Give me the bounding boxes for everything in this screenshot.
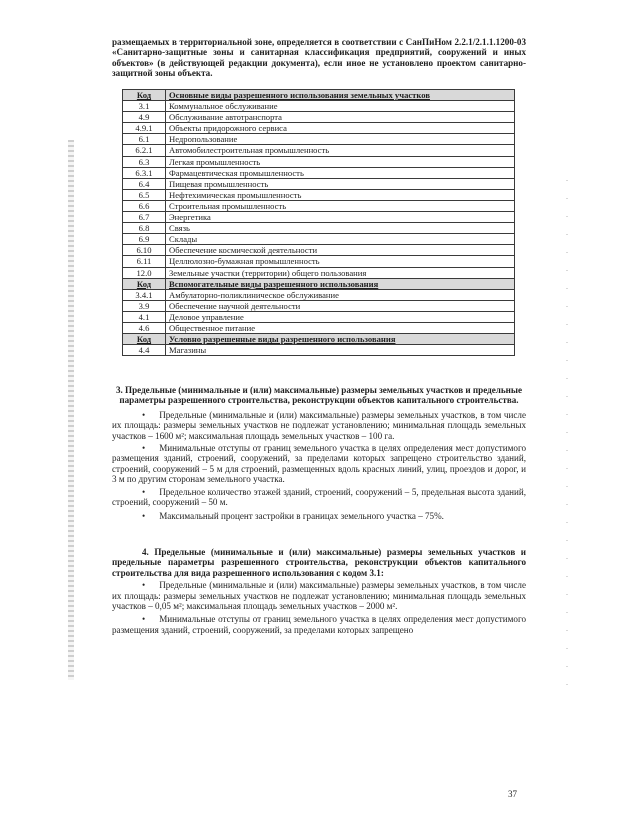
- land-use-name: Амбулаторно-поликлиническое обслуживание: [166, 289, 515, 300]
- land-use-name: Фармацевтическая промышленность: [166, 167, 515, 178]
- land-use-code: 6.9: [123, 234, 166, 245]
- land-use-name: Общественное питание: [166, 322, 515, 333]
- scan-edge-artifact: [566, 180, 568, 700]
- land-use-code: 6.4: [123, 178, 166, 189]
- table-row: [123, 322, 515, 333]
- land-use-code: 6.1: [123, 134, 166, 145]
- land-use-name: Пищевая промышленность: [166, 178, 515, 189]
- table-row: [123, 256, 515, 267]
- table-row: [123, 167, 515, 178]
- bullet-icon: •: [142, 409, 146, 420]
- land-use-code: 6.5: [123, 189, 166, 200]
- bullet-paragraph: • Предельное количество этажей зданий, строений, сооружений – 5, предельная высота зданий, строений, сооружений – 50 м.: [112, 486, 526, 508]
- bullet-icon: •: [142, 614, 146, 625]
- table-row: [123, 101, 515, 112]
- table-row: [123, 189, 515, 200]
- land-use-code: 6.3: [123, 156, 166, 167]
- land-use-code: 6.11: [123, 256, 166, 267]
- bullet-icon: •: [142, 443, 146, 454]
- land-use-name: Объекты придорожного сервиса: [166, 123, 515, 134]
- land-use-code: 6.3.1: [123, 167, 166, 178]
- land-use-code: 6.2.1: [123, 145, 166, 156]
- land-use-name: Целлюлозно-бумажная промышленность: [166, 256, 515, 267]
- land-use-name: Строительная промышленность: [166, 200, 515, 211]
- table-row: [123, 112, 515, 123]
- land-use-code: 3.4.1: [123, 289, 166, 300]
- intro-paragraph: размещаемых в территориальной зоне, определяется в соответствии с СанПиНом 2.2.1/2.1.1.1200-03 «Санитарно-защитные зоны и санитарная классификация предприятий, сооружений и иных объектов» (в действующей редакции документа), если иное не установлено проектом санитарно-защитной зоны объекта.: [112, 37, 526, 79]
- land-use-name: Нефтехимическая промышленность: [166, 189, 515, 200]
- land-use-name: Связь: [166, 223, 515, 234]
- land-use-name: Коммунальное обслуживание: [166, 101, 515, 112]
- section-4-heading: 4. Предельные (минимальные и (или) максимальные) размеры земельных участков и предельные параметры разрешенного строительства, реконструкции объектов капитального строительства для вида разрешенного использования с кодом 3.1:: [112, 547, 526, 578]
- land-use-code: 6.7: [123, 212, 166, 223]
- column-header-code: Код: [123, 90, 166, 101]
- land-use-code: 12.0: [123, 267, 166, 278]
- table-row: [123, 212, 515, 223]
- land-use-name: Склады: [166, 234, 515, 245]
- land-use-code: 4.6: [123, 322, 166, 333]
- land-use-name: Легкая промышленность: [166, 156, 515, 167]
- land-use-code: 6.10: [123, 245, 166, 256]
- land-use-code: 3.1: [123, 101, 166, 112]
- scan-edge-artifact: [68, 140, 74, 680]
- land-use-name: Недропользование: [166, 134, 515, 145]
- table-row: [123, 267, 515, 278]
- column-header-code: Код: [123, 334, 166, 345]
- table-row: [123, 134, 515, 145]
- table-row: [123, 234, 515, 245]
- bullet-paragraph: • Минимальные отступы от границ земельного участка в целях определения мест допустимого размещения зданий, строений, сооружений, за пределами которых запрещено: [112, 614, 526, 635]
- bullet-icon: •: [142, 511, 146, 522]
- section-3-heading: 3. Предельные (минимальные и (или) максимальные) размеры земельных участков и предельные параметры разрешенного строительства, реконструкции объектов капитального строительства.: [115, 385, 523, 406]
- column-header-title: Основные виды разрешенного использования земельных участков: [166, 90, 515, 101]
- land-use-name: Обеспечение космической деятельности: [166, 245, 515, 256]
- table-row: [123, 289, 515, 300]
- land-use-name: Обслуживание автотранспорта: [166, 112, 515, 123]
- land-use-name: Земельные участки (территории) общего пользования: [166, 267, 515, 278]
- section-3: [112, 385, 526, 522]
- land-use-code: 3.9: [123, 300, 166, 311]
- table-row: [123, 123, 515, 134]
- land-use-code: 4.1: [123, 311, 166, 322]
- bullet-paragraph: • Минимальные отступы от границ земельного участка в целях определения мест допустимого размещения зданий, строений, сооружений, за пределами которых запрещено строительство зданий, строений, сооружений – 5 м для строений, размещенных вдоль красных линий, улиц, проездов и дорог, и 3 м по другим сторонам земельного участка.: [112, 443, 526, 485]
- section-4: [112, 547, 526, 635]
- table-row: [123, 156, 515, 167]
- table-row: [123, 145, 515, 156]
- land-use-name: Автомобилестроительная промышленность: [166, 145, 515, 156]
- bullet-paragraph: • Максимальный процент застройки в границах земельного участка – 75%.: [142, 511, 444, 522]
- table-row: [123, 178, 515, 189]
- page-number: 37: [508, 789, 517, 799]
- land-use-code: 4.4: [123, 345, 166, 356]
- land-use-name: Деловое управление: [166, 311, 515, 322]
- column-header-title: Условно разрешенные виды разрешенного использования: [166, 334, 515, 345]
- table-row: [123, 245, 515, 256]
- land-use-name: Обеспечение научной деятельности: [166, 300, 515, 311]
- bullet-icon: •: [142, 580, 146, 591]
- column-header-title: Вспомогательные виды разрешенного использования: [166, 278, 515, 289]
- land-use-table: [122, 89, 515, 356]
- table-section-header: [123, 90, 515, 101]
- bullet-paragraph: • Предельные (минимальные и (или) максимальные) размеры земельных участков, в том числе их площадь: размеры земельных участков не подлежат установлению; минимальная площадь земельных участков – 1600 м²; максимальная площадь земельных участков – 100 га.: [112, 409, 526, 441]
- table-row: [123, 200, 515, 211]
- table-row: [123, 345, 515, 356]
- land-use-code: 6.8: [123, 223, 166, 234]
- bullet-icon: •: [142, 486, 146, 497]
- table-section-header: [123, 278, 515, 289]
- table-row: [123, 223, 515, 234]
- bullet-paragraph: • Предельные (минимальные и (или) максимальные) размеры земельных участков, в том числе их площадь: размеры земельных участков не подлежат установлению; минимальная площадь земельных участков – 0,05 м²; максимальная площадь земельных участков – 2000 м².: [112, 580, 526, 612]
- column-header-code: Код: [123, 278, 166, 289]
- land-use-code: 4.9.1: [123, 123, 166, 134]
- table-row: [123, 311, 515, 322]
- land-use-name: Энергетика: [166, 212, 515, 223]
- land-use-name: Магазины: [166, 345, 515, 356]
- land-use-code: 6.6: [123, 200, 166, 211]
- land-use-code: 4.9: [123, 112, 166, 123]
- table-section-header: [123, 334, 515, 345]
- table-row: [123, 300, 515, 311]
